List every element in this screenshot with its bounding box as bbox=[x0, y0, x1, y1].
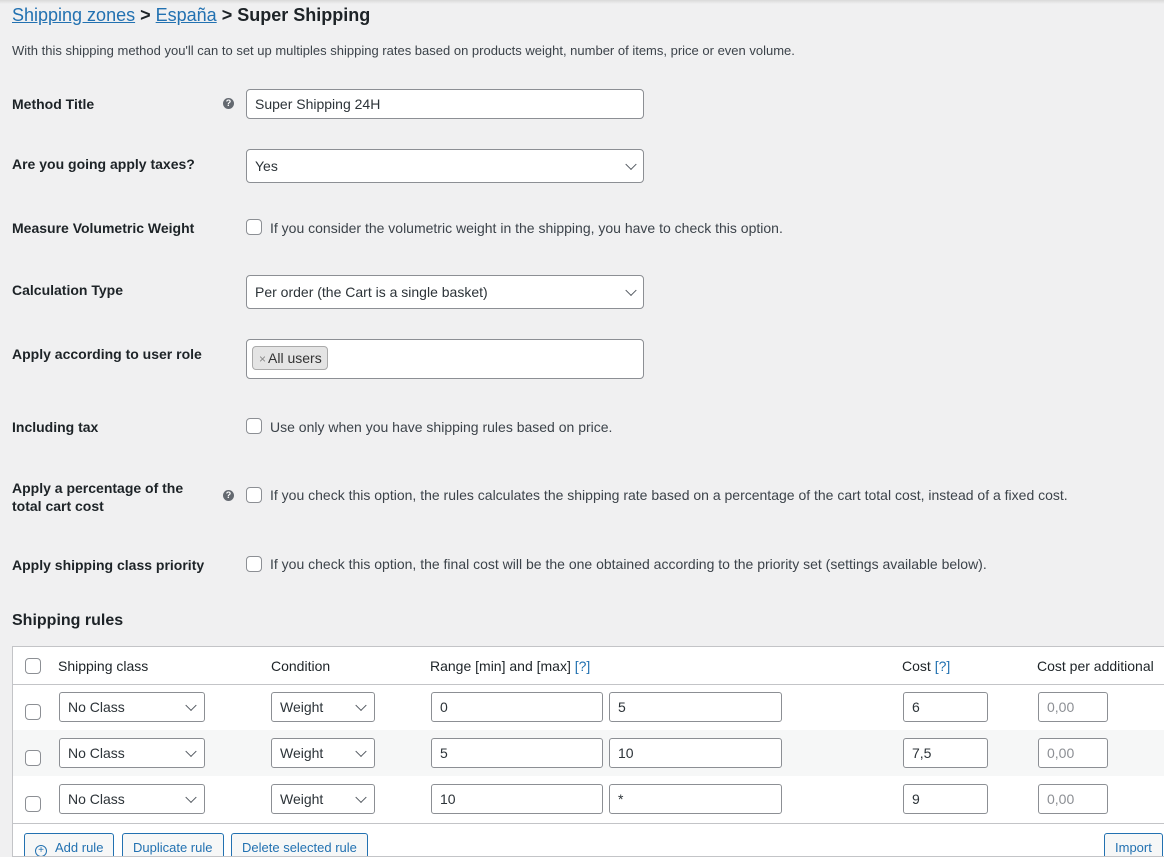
chevron-down-icon bbox=[625, 159, 636, 170]
cost-additional-input[interactable]: 0,00 bbox=[1038, 692, 1108, 722]
user-role-token bbox=[252, 346, 328, 370]
top-shadow bbox=[0, 0, 1164, 4]
range-min-input[interactable]: 5 bbox=[431, 738, 603, 768]
row-checkbox[interactable] bbox=[25, 750, 41, 766]
chevron-down-icon bbox=[185, 792, 196, 803]
method-title-label: Method Title bbox=[12, 96, 95, 112]
import-button[interactable]: Import bbox=[1104, 833, 1163, 857]
cost-input[interactable]: 7,5 bbox=[903, 738, 988, 768]
breadcrumb-link-zone[interactable]: España bbox=[155, 5, 217, 25]
condition-select[interactable] bbox=[271, 738, 375, 768]
user-role-multiselect[interactable] bbox=[246, 339, 644, 379]
apply-taxes-select[interactable] bbox=[246, 149, 644, 183]
breadcrumb bbox=[12, 5, 370, 26]
select-all-checkbox[interactable] bbox=[25, 658, 41, 674]
chevron-down-icon bbox=[625, 285, 636, 296]
user-role-label: Apply according to user role bbox=[12, 346, 202, 362]
apply-taxes-label: Are you going apply taxes? bbox=[12, 156, 195, 172]
class-priority-description: If you check this option, the final cost will be the one obtained according to the priority set (settings available below). bbox=[270, 556, 987, 572]
table-footer bbox=[13, 823, 1164, 857]
add-rule-label: Add rule bbox=[55, 840, 104, 855]
duplicate-rule-button[interactable]: Duplicate rule bbox=[122, 833, 224, 857]
shipping-class-select[interactable] bbox=[59, 738, 205, 768]
calc-type-label: Calculation Type bbox=[12, 282, 123, 298]
delete-selected-rule-button[interactable]: Delete selected rule bbox=[231, 833, 368, 857]
range-max-input[interactable]: 5 bbox=[609, 692, 782, 722]
shipping-class-select[interactable] bbox=[59, 692, 205, 722]
condition-value: Weight bbox=[280, 791, 324, 807]
chevron-down-icon bbox=[355, 792, 366, 803]
shipping-class-value: No Class bbox=[68, 745, 125, 761]
table-row bbox=[13, 684, 1164, 730]
breadcrumb-separator: > bbox=[221, 5, 233, 25]
help-icon[interactable]: ? bbox=[223, 490, 234, 501]
method-title-input[interactable]: Super Shipping 24H bbox=[246, 89, 644, 119]
including-tax-checkbox[interactable] bbox=[246, 418, 262, 434]
token-remove-icon[interactable]: × bbox=[259, 352, 267, 366]
row-checkbox[interactable] bbox=[25, 704, 41, 720]
header-cost-label: Cost bbox=[902, 658, 931, 674]
cost-input[interactable]: 6 bbox=[903, 692, 988, 722]
breadcrumb-current: Super Shipping bbox=[237, 5, 371, 25]
chevron-down-icon bbox=[185, 700, 196, 711]
apply-taxes-value: Yes bbox=[255, 158, 278, 174]
class-priority-label: Apply shipping class priority bbox=[12, 557, 205, 573]
percentage-label-line2: total cart cost bbox=[12, 498, 104, 514]
condition-value: Weight bbox=[280, 745, 324, 761]
header-range bbox=[430, 658, 590, 674]
header-shipping-class: Shipping class bbox=[58, 658, 149, 674]
calc-type-value: Per order (the Cart is a single basket) bbox=[255, 284, 488, 300]
add-rule-button[interactable] bbox=[24, 833, 114, 857]
header-cost bbox=[902, 658, 950, 674]
cost-additional-input[interactable]: 0,00 bbox=[1038, 738, 1108, 768]
calc-type-select[interactable] bbox=[246, 275, 644, 309]
breadcrumb-separator: > bbox=[140, 5, 151, 25]
user-role-token-label: All users bbox=[268, 350, 322, 366]
shipping-rules-title: Shipping rules bbox=[12, 612, 124, 629]
shipping-class-value: No Class bbox=[68, 699, 125, 715]
shipping-class-select[interactable] bbox=[59, 784, 205, 814]
range-min-input[interactable]: 0 bbox=[431, 692, 603, 722]
cost-additional-input[interactable]: 0,00 bbox=[1038, 784, 1108, 814]
condition-select[interactable] bbox=[271, 692, 375, 722]
header-range-label: Range [min] and [max] bbox=[430, 658, 571, 674]
percentage-description: If you check this option, the rules calculates the shipping rate based on a percentage of the cart total cost, instead of a fixed cost. bbox=[270, 487, 1068, 503]
range-max-input[interactable]: 10 bbox=[609, 738, 782, 768]
shipping-class-value: No Class bbox=[68, 791, 125, 807]
chevron-down-icon bbox=[355, 746, 366, 757]
breadcrumb-link-shipping-zones[interactable]: Shipping zones bbox=[12, 5, 136, 25]
including-tax-label: Including tax bbox=[12, 419, 99, 435]
volumetric-checkbox[interactable] bbox=[246, 219, 262, 235]
shipping-rules-table bbox=[12, 646, 1164, 857]
chevron-down-icon bbox=[185, 746, 196, 757]
class-priority-checkbox[interactable] bbox=[246, 556, 262, 572]
range-max-input[interactable]: * bbox=[609, 784, 782, 814]
row-checkbox[interactable] bbox=[25, 796, 41, 812]
table-row bbox=[13, 730, 1164, 776]
header-condition: Condition bbox=[271, 658, 331, 674]
condition-value: Weight bbox=[280, 699, 324, 715]
plus-circle-icon: + bbox=[35, 845, 47, 857]
cost-help-link[interactable]: [?] bbox=[934, 658, 951, 674]
page-description: With this shipping method you'll can to set up multiples shipping rates based on products weight, number of items, price or even volume. bbox=[12, 43, 795, 58]
help-icon[interactable]: ? bbox=[223, 98, 234, 109]
volumetric-label: Measure Volumetric Weight bbox=[12, 220, 195, 236]
percentage-checkbox[interactable] bbox=[246, 487, 262, 503]
volumetric-description: If you consider the volumetric weight in the shipping, you have to check this option. bbox=[270, 220, 783, 236]
table-row bbox=[13, 776, 1164, 822]
range-help-link[interactable]: [?] bbox=[574, 658, 591, 674]
header-cost-per-additional: Cost per additional bbox=[1037, 658, 1154, 674]
range-min-input[interactable]: 10 bbox=[431, 784, 603, 814]
chevron-down-icon bbox=[355, 700, 366, 711]
condition-select[interactable] bbox=[271, 784, 375, 814]
table-header bbox=[13, 647, 1164, 685]
including-tax-description: Use only when you have shipping rules based on price. bbox=[270, 419, 613, 435]
percentage-label-line1: Apply a percentage of the bbox=[12, 480, 184, 496]
cost-input[interactable]: 9 bbox=[903, 784, 988, 814]
